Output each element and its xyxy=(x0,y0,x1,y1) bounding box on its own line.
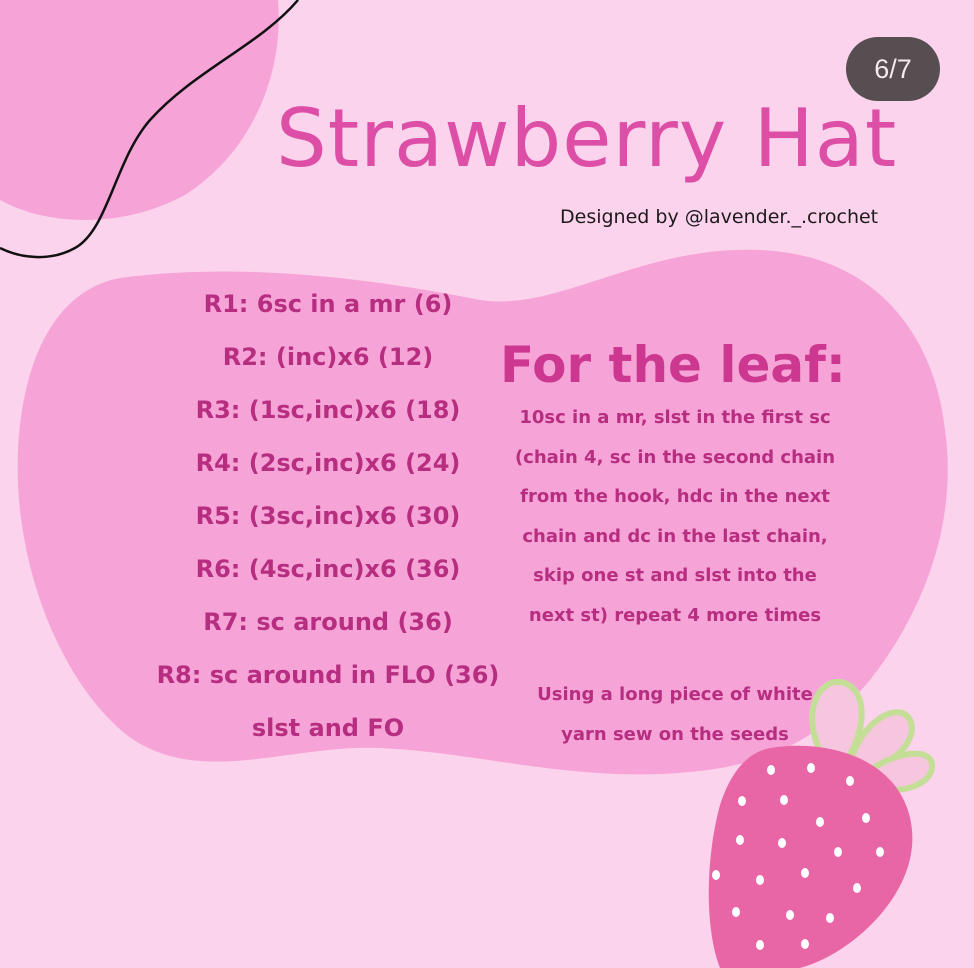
round-line: R4: (2sc,inc)x6 (24) xyxy=(195,449,461,477)
strawberry-icon xyxy=(709,746,913,968)
round-line: R2: (inc)x6 (12) xyxy=(222,343,434,371)
seeds-note xyxy=(520,680,830,760)
leaf-instruction-line: (chain 4, sc in the second chain xyxy=(514,446,836,468)
page-title: Strawberry Hat xyxy=(276,92,898,185)
leaf-instruction-line: chain and dc in the last chain, xyxy=(522,525,828,547)
round-line: R5: (3sc,inc)x6 (30) xyxy=(195,502,461,530)
rounds-list xyxy=(140,283,516,760)
round-line: R8: sc around in FLO (36) xyxy=(156,661,500,689)
page-counter-badge: 6/7 xyxy=(846,37,940,101)
corner-blob xyxy=(0,0,279,220)
round-line: R3: (1sc,inc)x6 (18) xyxy=(195,396,461,424)
round-line: R6: (4sc,inc)x6 (36) xyxy=(195,555,461,583)
leaf-instructions xyxy=(500,403,850,640)
seeds-note-line: yarn sew on the seeds xyxy=(561,724,789,745)
round-line: R7: sc around (36) xyxy=(203,608,453,636)
leaf-heading: For the leaf: xyxy=(500,336,846,394)
designer-credit: Designed by @lavender._.crochet xyxy=(560,206,879,228)
round-line: R1: 6sc in a mr (6) xyxy=(203,290,453,318)
seeds-note-line: Using a long piece of white xyxy=(537,684,813,705)
leaf-instruction-line: skip one st and slst into the xyxy=(533,565,817,586)
leaf-instruction-line: next st) repeat 4 more times xyxy=(528,604,822,626)
leaf-instruction-line: from the hook, hdc in the next xyxy=(520,486,830,507)
round-line: slst and FO xyxy=(251,714,405,742)
leaf-instruction-line: 10sc in a mr, slst in the first sc xyxy=(519,407,831,428)
